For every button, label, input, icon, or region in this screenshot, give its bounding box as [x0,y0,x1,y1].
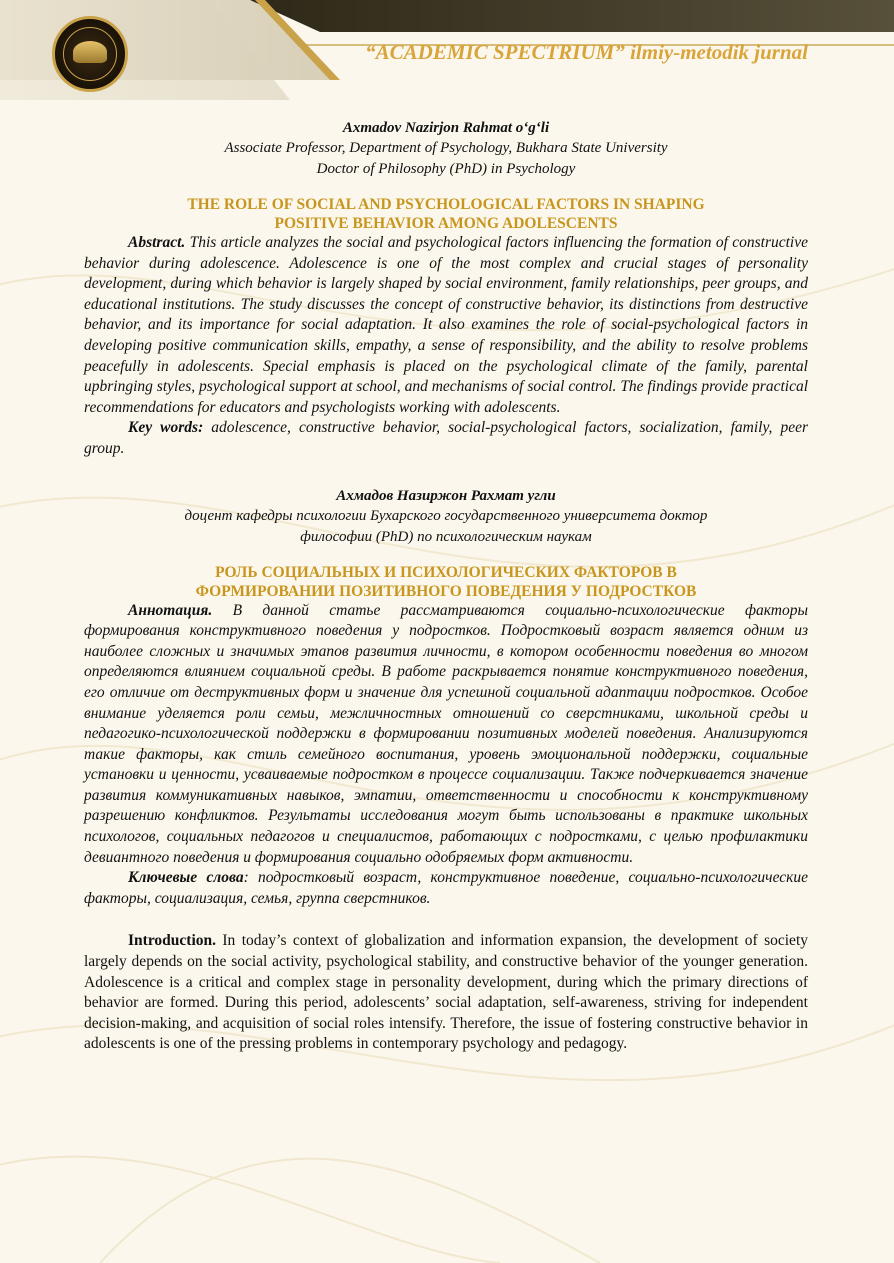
title-ru-line-1: РОЛЬ СОЦИАЛЬНЫХ И ПСИХОЛОГИЧЕСКИХ ФАКТОРОВ В [215,563,677,581]
title-en-line-2: POSITIVE BEHAVIOR AMONG ADOLESCENTS [274,215,618,232]
keywords-label-en: Key words: [128,419,204,437]
introduction-paragraph [84,931,808,1055]
article-title-ru [84,563,808,601]
seal-emblem [73,41,107,63]
journal-header [0,0,894,100]
keywords-label-ru: Ключевые слова [128,869,244,887]
keywords-en [84,418,808,459]
abstract-text-en: This article analyzes the social and psychological factors influencing the formation of constructive behavior during adolescence. Adolescence is one of the most complex and crucial stages of personality development, during which behavior is largely shaped by social environment, family relationships, peer groups, and educational institutions. The study discusses the concept of constructive behavior, its distinctions from destructive behavior, and its importance for social adaptation. It also examines the role of social-psychological factors in developing positive communication skills, empathy, a sense of responsibility, and the ability to resolve problems peacefully in adolescents. Special emphasis is placed on the psychological climate of the family, parental upbringing styles, psychological support at school, and mechanisms of social control. The findings provide practical recommendations for educators and psychologists working with adolescents. [84,234,808,416]
affiliation-ru-line-1: доцент кафедры психологии Бухарского государственного университета доктор [184,507,708,524]
journal-seal-icon [52,16,128,92]
introduction-text: In today’s context of globalization and information expansion, the development of society largely depends on the social activity, psychological stability, and constructive behavior of the younger generation. Adolescence is a critical and complex stage in personality development, during which the primary directions of behavior are formed. During this period, adolescents’ social adaptation, self-awareness, striving for independent decision-making, and acquisition of social roles intensify. Therefore, the issue of fostering constructive behavior in adolescents is one of the pressing problems in contemporary psychology and pedagogy. [84,932,808,1053]
article-title-en [84,195,808,233]
author-name-en: Axmadov Nazirjon Rahmat o‘g‘li [342,120,550,136]
title-en-line-1: THE ROLE OF SOCIAL AND PSYCHOLOGICAL FACTORS IN SHAPING [187,196,705,213]
keywords-ru [84,868,808,909]
affiliation-en-line-1: Associate Professor, Department of Psychology, Bukhara State University [224,140,668,156]
journal-title: “ACADEMIC SPECTRIUM” ilmiy-metodik jurnal [365,40,808,64]
keywords-text-ru: : подростковый возраст, конструктивное поведение, социально-психологические факторы, социализация, семья, группа сверстников. [84,869,809,907]
affiliation-ru-line-2: философии (PhD) по психологическим наукам [300,528,592,545]
abstract-label-ru: Аннотация. [128,601,213,619]
abstract-en [84,233,808,418]
article-content [84,114,808,1055]
author-name-ru: Ахмадов Назиржон Рахмат угли [336,487,556,504]
abstract-ru [84,601,808,869]
keywords-text-en: adolescence, constructive behavior, social-psychological factors, socialization, family, peer group. [84,419,808,457]
affiliation-en-line-2: Doctor of Philosophy (PhD) in Psychology [316,161,576,177]
title-ru-line-2: ФОРМИРОВАНИИ ПОЗИТИВНОГО ПОВЕДЕНИЯ У ПОДРОСТКОВ [195,582,697,600]
abstract-text-ru: В данной статье рассматриваются социально-психологические факторы формирования конструктивного поведения у подростков. Подростковый возраст является одним из наиболее сложных и значимых этапов развития личности, в котором особенности поведения во многом определяются влиянием социальной среды. В работе раскрывается понятие конструктивного поведения, его отличие от деструктивных форм и значение для успешной социальной адаптации подростков. Особое внимание уделяется роли семьи, межличностных отношений со сверстниками, школьной среды и педагогико-психологической поддержки в формировании позитивных моделей поведения. Анализируются такие факторы, как стиль семейного воспитания, уровень эмоциональной поддержки, социальные установки и ценности, усваиваемые подростком в процессе социализации. Также подчеркивается значение развития коммуникативных навыков, эмпатии, ответственности и способности к конструктивному разрешению конфликтов. Результаты исследования могут быть использованы в практике школьных психологов, социальных педагогов и специалистов, работающих с подростками, с целью профилактики девиантного поведения и формирования социально одобряемых форм активности. [84,601,808,866]
introduction-label: Introduction. [128,932,216,950]
abstract-label-en: Abstract. [128,234,186,251]
